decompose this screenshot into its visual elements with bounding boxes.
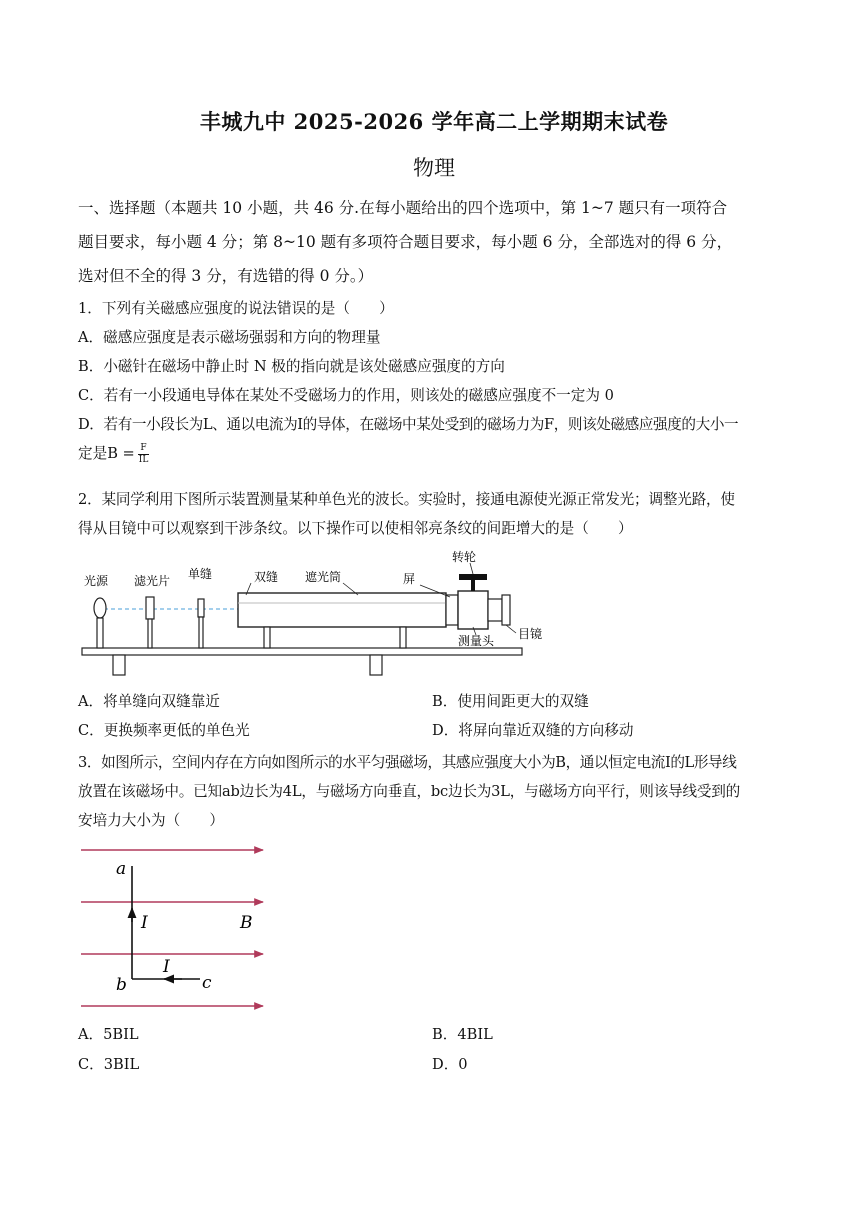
formula-fraction	[138, 443, 150, 466]
question-3-stem-line1: 3．如图所示，空间内存在方向如图所示的水平匀强磁场，其感应强度大小为B，通以恒定电流I的L形导线	[78, 754, 737, 771]
label-a: a	[116, 859, 127, 879]
label-wheel: 转轮	[452, 550, 477, 564]
light-shield-tube	[238, 593, 446, 627]
optical-bench	[82, 648, 522, 655]
eyepiece-lens	[502, 595, 510, 625]
question-2-option-a: A．将单缝向双缝靠近	[78, 693, 220, 710]
question-1-option-d: D．若有一小段长为L、通以电流为I的导体，在磁场中某处受到的磁场力为F，则该处磁感应强度的大小一	[78, 416, 739, 433]
double-slit-apparatus-figure	[78, 545, 543, 680]
question-3	[78, 748, 794, 835]
label-eyepiece: 目镜	[518, 627, 543, 641]
exam-title: 丰城九中 2025-2026 学年高二上学期期末试卷	[199, 109, 669, 134]
question-1-option-c: C．若有一小段通电导体在某处不受磁场力的作用，则该处的磁感应强度不一定为 0	[78, 387, 614, 404]
instruction-line: 选对但不全的得 3 分，有选错的得 0 分。）	[78, 267, 374, 285]
pointer-line	[506, 625, 516, 633]
bench-foot	[370, 655, 382, 675]
magnetic-field-wire-figure	[78, 838, 273, 1018]
question-1	[78, 294, 794, 468]
bench-foot	[113, 655, 125, 675]
label-double-slit: 双缝	[254, 570, 279, 584]
instruction-line: 一、选择题（本题共 10 小题，共 46 分.在每小题给出的四个选项中，第 1~7 题只有一项符合	[78, 199, 728, 217]
question-2-option-c: C．更换频率更低的单色光	[78, 722, 250, 739]
fraction-denominator: IL	[138, 454, 149, 465]
light-source-stand	[97, 618, 103, 648]
label-c: c	[202, 973, 212, 993]
section-instructions	[78, 191, 790, 293]
question-2-option-d: D．将屏向靠近双缝的方向移动	[432, 722, 634, 739]
label-filter: 滤光片	[134, 574, 171, 588]
label-current-vertical: I	[141, 913, 148, 933]
light-source-bulb	[94, 598, 106, 618]
question-2-option-b: B．使用间距更大的双缝	[432, 693, 589, 710]
tube-stand	[264, 627, 270, 648]
fraction-numerator: F	[138, 443, 150, 455]
label-single-slit: 单缝	[188, 567, 213, 581]
eyepiece-tube	[488, 599, 502, 621]
question-3-stem-line3: 安培力大小为（ ）	[78, 812, 224, 829]
filter-stand	[148, 619, 152, 648]
wheel-knob	[459, 574, 487, 580]
single-slit-holder	[198, 599, 204, 617]
tube-stand	[400, 627, 406, 648]
question-1-option-b: B．小磁针在磁场中静止时 N 极的指向就是该处磁感应强度的方向	[78, 358, 505, 375]
question-1-option-a: A．磁感应强度是表示磁场强弱和方向的物理量	[78, 329, 381, 346]
filter-holder	[146, 597, 154, 619]
question-3-option-d: D．0	[432, 1056, 468, 1073]
question-2	[78, 485, 794, 543]
question-2-stem-line1: 2．某同学利用下图所示装置测量某种单色光的波长。实验时，接通电源使光源正常发光；调整光路，使	[78, 491, 735, 508]
question-1-option-d-cont	[78, 439, 794, 468]
formula-prefix: 定是B =	[78, 445, 135, 462]
question-3-option-c: C．3BIL	[78, 1056, 140, 1073]
question-1-stem: 1．下列有关磁感应强度的说法错误的是（ ）	[78, 300, 394, 317]
question-2-stem-line2: 得从目镜中可以观察到干涉条纹。以下操作可以使相邻亮条纹的间距增大的是（ ）	[78, 520, 633, 537]
wheel-shaft	[471, 579, 475, 591]
label-measure-head: 测量头	[458, 634, 495, 648]
screen-ring	[446, 595, 458, 625]
pointer-line	[470, 563, 473, 574]
label-current-horizontal: I	[163, 957, 170, 977]
measure-head-body	[458, 591, 488, 629]
question-3-option-a: A．5BIL	[78, 1026, 139, 1043]
question-3-option-b: B．4BIL	[432, 1026, 493, 1043]
label-tube: 遮光筒	[305, 570, 342, 584]
question-3-stem-line2: 放置在该磁场中。已知ab边长为4L，与磁场方向垂直，bc边长为3L，与磁场方向平行，则该导线受到的	[78, 783, 741, 800]
label-b: b	[116, 975, 127, 995]
single-slit-stand	[199, 617, 203, 648]
label-light-source: 光源	[84, 574, 109, 588]
instruction-line: 题目要求，每小题 4 分；第 8~10 题有多项符合题目要求，每小题 6 分，全部选对的得 6 分，	[78, 233, 733, 251]
label-screen: 屏	[403, 572, 416, 586]
label-field-B: B	[240, 913, 253, 933]
exam-subject: 物理	[413, 156, 455, 180]
